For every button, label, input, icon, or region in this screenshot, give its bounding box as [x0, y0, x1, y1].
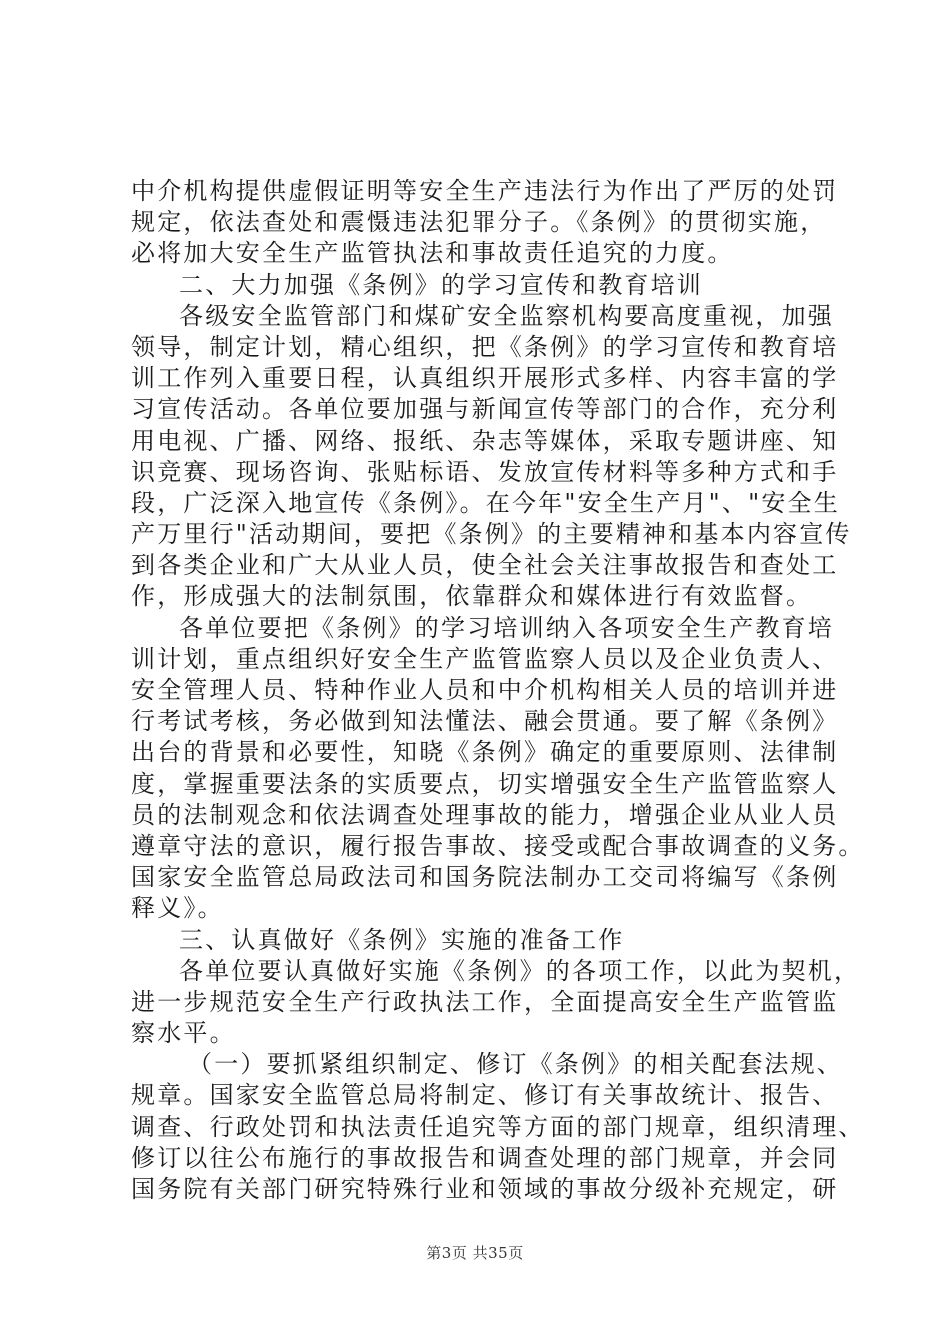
text-line: 段，广泛深入地宣传《条例》。在今年"安全生产月"、"安全生: [131, 488, 840, 517]
text-line: 释义》。: [131, 894, 224, 923]
text-line: 训计划，重点组织好安全生产监管监察人员以及企业负责人、: [131, 644, 839, 673]
text-line: 进一步规范安全生产行政执法工作，全面提高安全生产监管监: [131, 987, 839, 1016]
text-line: 国务院有关部门研究特殊行业和领域的事故分级补充规定，研: [131, 1175, 839, 1203]
text-line: 二、大力加强《条例》的学习宣传和教育培训: [179, 270, 703, 299]
text-line: 到各类企业和广大从业人员，使全社会关注事故报告和查处工: [131, 551, 839, 580]
text-line: 领导，制定计划，精心组织，把《条例》的学习宣传和教育培: [131, 332, 839, 361]
text-line: 必将加大安全生产监管执法和事故责任追究的力度。: [131, 239, 734, 268]
text-line: 作，形成强大的法制氛围，依靠群众和媒体进行有效监督。: [131, 582, 813, 611]
text-line: 行考试考核，务必做到知法懂法、融会贯通。要了解《条例》: [131, 707, 839, 736]
text-line: 调查、行政处罚和执法责任追究等方面的部门规章，组织清理、: [131, 1112, 865, 1141]
text-line: 出台的背景和必要性，知晓《条例》确定的重要原则、法律制: [131, 738, 839, 767]
text-line: 产万里行"活动期间，要把《条例》的主要精神和基本内容宣传: [131, 520, 852, 549]
text-line: 遵章守法的意识，履行报告事故、接受或配合事故调查的义务。: [131, 831, 865, 860]
document-body: [131, 176, 865, 1205]
text-line: 习宣传活动。各单位要加强与新闻宣传等部门的合作，充分利: [131, 395, 839, 424]
text-line: 国家安全监管总局政法司和国务院法制办工交司将编写《条例: [131, 863, 839, 892]
text-line: 修订以往公布施行的事故报告和调查处理的部门规章，并会同: [131, 1143, 839, 1172]
text-line: 察水平。: [131, 1019, 236, 1048]
text-line: 员的法制观念和依法调查处理事故的能力，增强企业从业人员: [131, 800, 839, 829]
text-line: 用电视、广播、网络、报纸、杂志等媒体，采取专题讲座、知: [131, 426, 839, 455]
text-line: 规章。国家安全监管总局将制定、修订有关事故统计、报告、: [131, 1081, 839, 1110]
text-line: 各单位要把《条例》的学习培训纳入各项安全生产教育培: [179, 613, 834, 642]
text-line: （一）要抓紧组织制定、修订《条例》的相关配套法规、: [188, 1050, 843, 1079]
text-line: 识竞赛、现场咨询、张贴标语、发放宣传材料等多种方式和手: [131, 457, 839, 486]
text-line: 中介机构提供虚假证明等安全生产违法行为作出了严厉的处罚: [131, 177, 839, 205]
text-line: 安全管理人员、特种作业人员和中介机构相关人员的培训并进: [131, 676, 839, 704]
text-line: 度，掌握重要法条的实质要点，切实增强安全生产监管监察人: [131, 769, 839, 798]
text-line: 三、认真做好《条例》实施的准备工作: [179, 925, 625, 954]
text-line: 训工作列入重要日程，认真组织开展形式多样、内容丰富的学: [131, 364, 839, 393]
text-line: 各单位要认真做好实施《条例》的各项工作，以此为契机，: [179, 956, 861, 985]
text-line: 各级安全监管部门和煤矿安全监察机构要高度重视，加强: [179, 301, 834, 330]
text-line: 规定，依法查处和震慑违法犯罪分子。《条例》的贯彻实施，: [131, 208, 827, 237]
page-footer: 第3页 共35页: [426, 1244, 524, 1262]
